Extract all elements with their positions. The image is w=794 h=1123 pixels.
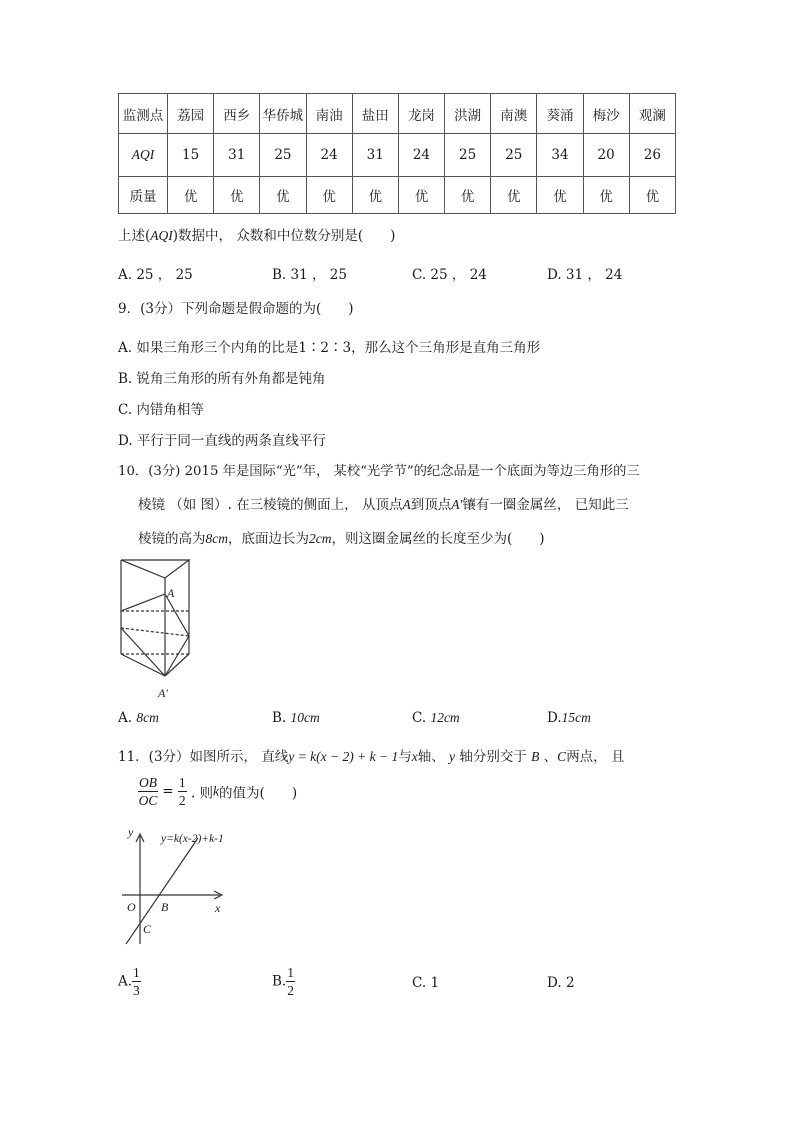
- line-graph-figure: [116, 824, 256, 952]
- table-cell: 南澳: [491, 94, 537, 134]
- half-fraction: $\frac{1}{2}$: [178, 775, 186, 808]
- q9-option-c[interactable]: C. 内错角相等: [118, 402, 204, 418]
- table-cell: 西乡: [214, 94, 260, 134]
- table-cell: 优: [491, 177, 537, 214]
- table-cell: 优: [629, 177, 675, 214]
- q11-option-a[interactable]: A. $\frac{1}{3}$: [118, 965, 140, 998]
- table-cell: 质量: [119, 177, 168, 214]
- table-cell: 洪湖: [445, 94, 491, 134]
- prism-figure: [116, 556, 196, 704]
- table-cell: 25: [491, 134, 537, 177]
- q11-option-b[interactable]: B. $\frac{1}{2}$: [272, 965, 294, 998]
- table-cell: AQI: [119, 134, 168, 177]
- origin-label: O: [127, 900, 136, 914]
- q10-stem-line1: 10．(3分) 2015 年是国际“光”年， 某校“光学节”的纪念品是一个底面为等边三角形的三: [118, 464, 640, 479]
- table-cell: 优: [352, 177, 398, 214]
- table-cell: 31: [352, 134, 398, 177]
- y-axis-label: y: [128, 825, 134, 839]
- q10-option-b[interactable]: B. 10cm: [272, 710, 320, 726]
- table-row: [119, 134, 676, 177]
- table-cell: 20: [583, 134, 629, 177]
- q8-option-a[interactable]: A. 25 ， 25: [118, 267, 193, 283]
- x-axis-label: x: [215, 901, 221, 915]
- q8-option-b[interactable]: B. 31 ， 25: [272, 267, 347, 283]
- table-cell: 15: [168, 134, 214, 177]
- q10-option-a[interactable]: A. 8cm: [118, 710, 159, 726]
- point-c-label: C: [143, 922, 152, 936]
- table-row: [119, 94, 676, 134]
- table-cell: 荔园: [168, 94, 214, 134]
- table-cell: 31: [214, 134, 260, 177]
- table-cell: 优: [445, 177, 491, 214]
- table-cell: 监测点: [119, 94, 168, 134]
- q11-stem-line2: $\frac{OB}{OC}$ = $\frac{1}{2}$ . 则k的值为( ): [138, 775, 298, 808]
- table-cell: 优: [260, 177, 306, 214]
- q10-stem-line2: 棱镜 （如 图）. 在三棱镜的侧面上， 从顶点A到顶点A′镶有一圈金属丝， 已知此三: [138, 497, 629, 513]
- q10-option-c[interactable]: C. 12cm: [412, 710, 460, 726]
- point-a-label: A: [167, 586, 175, 600]
- table-cell: 34: [537, 134, 583, 177]
- q8-stem: 上述(AQI)数据中， 众数和中位数分别是( ): [118, 228, 396, 244]
- q9-option-a[interactable]: A. 如果三角形三个内角的比是1∶2∶3，那么这个三角形是直角三角形: [118, 340, 541, 356]
- q10-stem-line3: 棱镜的高为8cm，底面边长为2cm，则这圈金属丝的长度至少为( ): [138, 531, 545, 547]
- table-cell: 24: [398, 134, 444, 177]
- q9-option-b[interactable]: B. 锐角三角形的所有外角都是钝角: [118, 371, 326, 387]
- table-cell: 盐田: [352, 94, 398, 134]
- q11-stem-line1: 11．(3分）如图所示， 直线y = k(x − 2) + k − 1与x轴、 y 轴分别交于 B 、C两点， 且: [118, 749, 625, 765]
- table-cell: 25: [260, 134, 306, 177]
- q9-option-d[interactable]: D. 平行于同一直线的两条直线平行: [118, 433, 326, 449]
- table-row: [119, 177, 676, 214]
- point-b-label: B: [161, 900, 169, 914]
- table-cell: 24: [306, 134, 352, 177]
- table-cell: 龙岗: [398, 94, 444, 134]
- table-cell: 优: [398, 177, 444, 214]
- aqi-table: [118, 93, 676, 214]
- table-cell: 优: [214, 177, 260, 214]
- table-cell: 25: [445, 134, 491, 177]
- table-cell: 优: [583, 177, 629, 214]
- table-cell: 26: [629, 134, 675, 177]
- ratio-fraction: $\frac{OB}{OC}$: [138, 775, 158, 808]
- table-cell: 梅沙: [583, 94, 629, 134]
- point-a-prime-label: A′: [158, 686, 168, 700]
- q10-option-d[interactable]: D.15cm: [547, 710, 591, 726]
- table-cell: 观澜: [629, 94, 675, 134]
- q9-stem: 9．(3分）下列命题是假命题的为( ): [118, 301, 354, 317]
- table-cell: 优: [537, 177, 583, 214]
- table-cell: 优: [306, 177, 352, 214]
- q8-option-c[interactable]: C. 25 ， 24: [412, 267, 487, 283]
- table-cell: 葵涌: [537, 94, 583, 134]
- q11-option-d[interactable]: D. 2: [547, 975, 575, 991]
- table-cell: 华侨城: [260, 94, 306, 134]
- table-cell: 优: [168, 177, 214, 214]
- table-cell: 南油: [306, 94, 352, 134]
- q11-option-c[interactable]: C. 1: [412, 975, 440, 991]
- q8-option-d[interactable]: D. 31 ， 24: [547, 267, 623, 283]
- line-equation-label: y=k(x-2)+k-1: [161, 833, 224, 845]
